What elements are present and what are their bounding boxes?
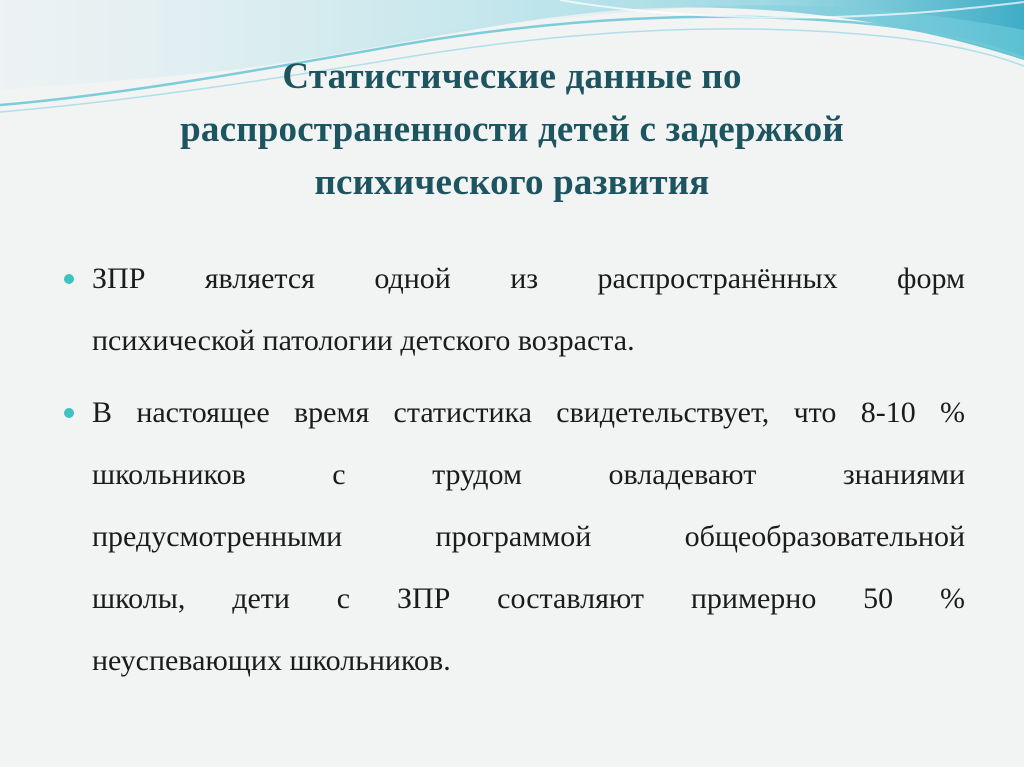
bullet-text-line: школьников с трудом овладевают знаниями (92, 458, 965, 491)
bullet-text-line: психической патологии детского возраста. (92, 324, 635, 357)
title-line: Статистические данные по (282, 56, 742, 97)
bullet-list (60, 248, 965, 692)
bullet-text-line: неуспевающих школьников. (92, 644, 451, 677)
bullet-item (60, 382, 965, 692)
bullet-dot-icon (64, 408, 74, 418)
title-line: психического развития (314, 162, 710, 203)
bullet-text-line: ЗПР является одной из распространённых форм (92, 262, 965, 295)
slide-title (60, 50, 964, 209)
title-line: распространенности детей с задержкой (180, 109, 844, 150)
bullet-item (60, 248, 965, 372)
bullet-text-line: предусмотренными программой общеобразовательной (92, 520, 965, 553)
bullet-text-line: школы, дети с ЗПР составляют примерно 50 % (92, 582, 965, 615)
bullet-dot-icon (64, 274, 74, 284)
bullet-text-line: В настоящее время статистика свидетельствует, что 8-10 % (92, 396, 965, 429)
